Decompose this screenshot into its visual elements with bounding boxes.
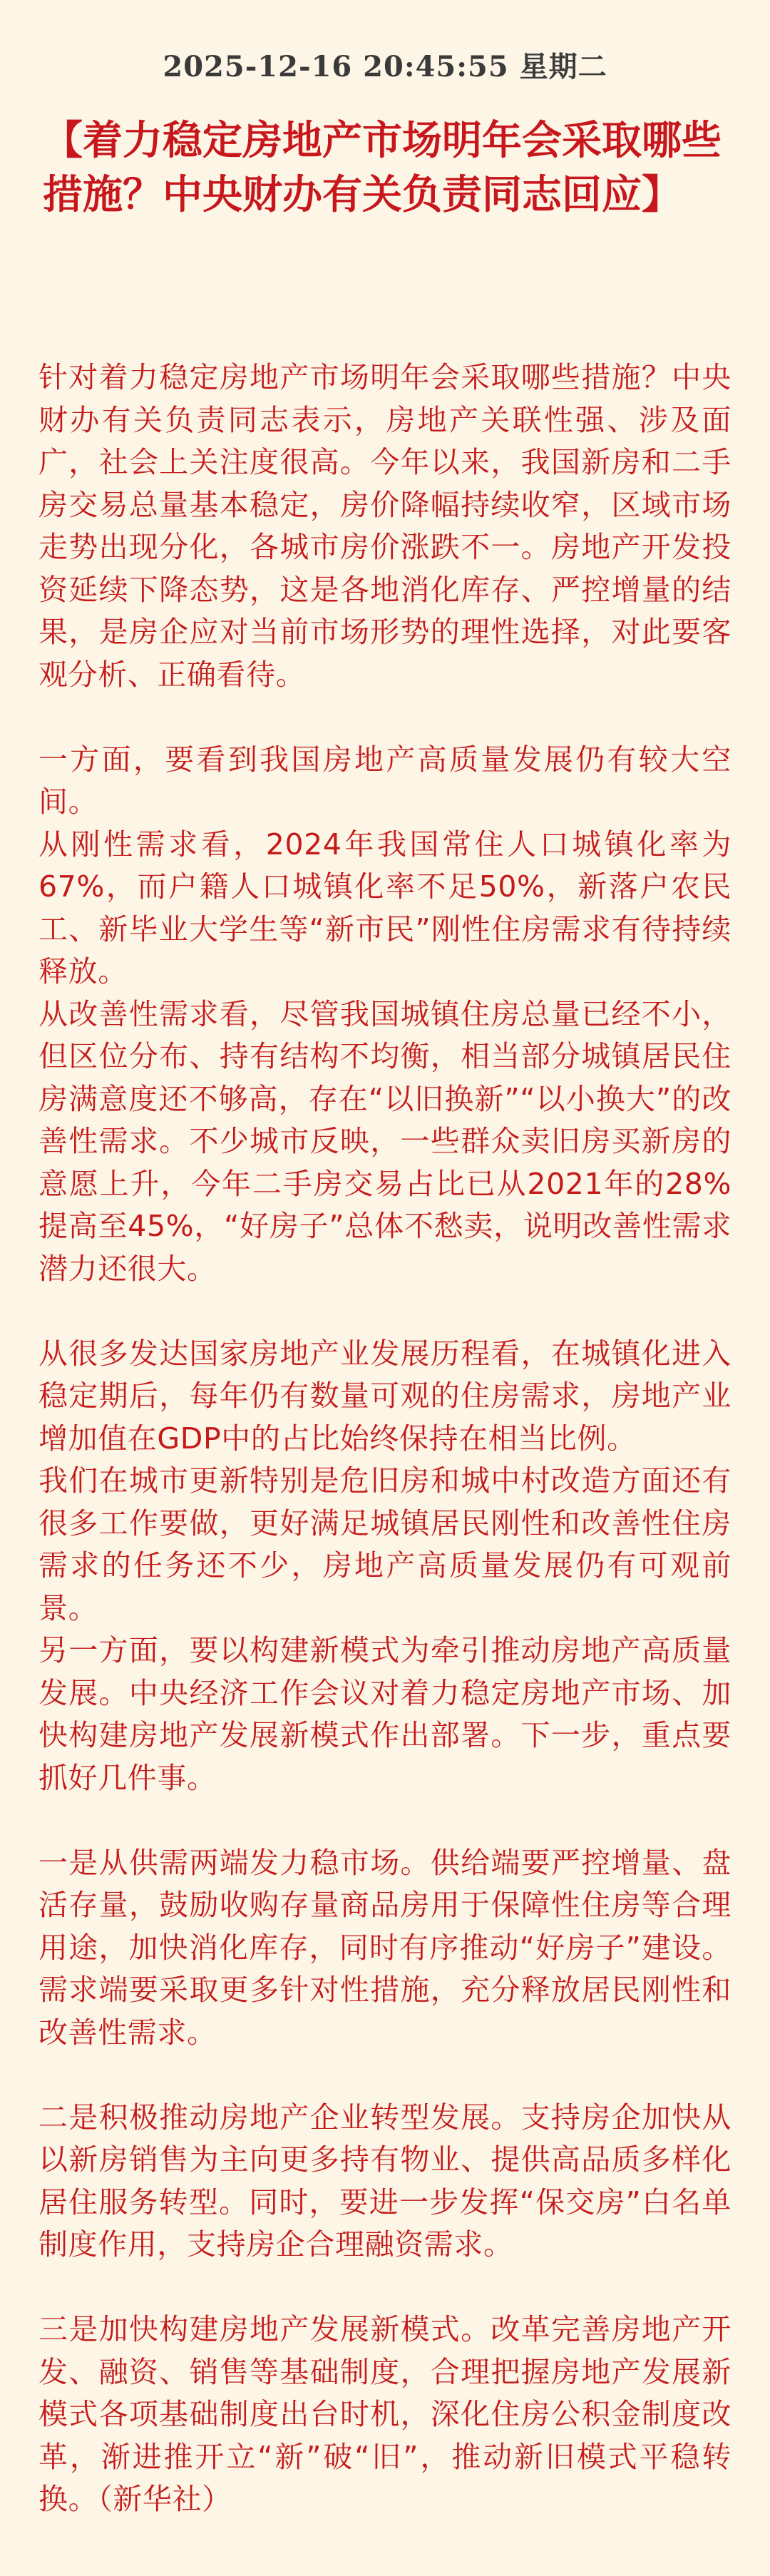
datetime-header: 2025-12-16 20:45:55 星期二 [163, 50, 607, 83]
article-paragraph: 从刚性需求看，2024年我国常住人口城镇化率为67%，而户籍人口城镇化率不足50%，新落户农民工、新毕业大学生等“新市民”刚性住房需求有待持续释放。 [38, 827, 732, 988]
article-body [38, 357, 732, 2521]
article-paragraph: 从改善性需求看，尽管我国城镇住房总量已经不小，但区位分布、持有结构不均衡，相当部分城镇居民住房满意度还不够高，存在“以旧换新”“以小换大”的改善性需求。不少城市反映，一些群众卖旧房买新房的意愿上升，今年二手房交易占比已从2021年的28%提高至45%，“好房子”总体不愁卖，说明改善性需求潜力还很大。 [38, 996, 732, 1286]
article-paragraph: 针对着力稳定房地产市场明年会采取哪些措施？中央财办有关负责同志表示，房地产关联性强、涉及面广，社会上关注度很高。今年以来，我国新房和二手房交易总量基本稳定，房价降幅持续收窄，区域市场走势出现分化，各城市房价涨跌不一。房地产开发投资延续下降态势，这是各地消化库存、严控增量的结果，是房企应对当前市场形势的理性选择，对此要客观分析、正确看待。 [38, 360, 732, 692]
article-paragraph: 另一方面，要以构建新模式为牵引推动房地产高质量发展。中央经济工作会议对着力稳定房地产市场、加快构建房地产发展新模式作出部署。下一步，重点要抓好几件事。 [38, 1633, 732, 1795]
article-paragraph: 我们在城市更新特别是危旧房和城中村改造方面还有很多工作要做，更好满足城镇居民刚性和改善性住房需求的任务还不少，房地产高质量发展仍有可观前景。 [38, 1463, 732, 1625]
article-paragraph: 三是加快构建房地产发展新模式。改革完善房地产开发、融资、销售等基础制度，合理把握房地产发展新模式各项基础制度出台时机，深化住房公积金制度改革，渐进推开立“新”破“旧”，推动新旧模式平稳转换。（新华社） [38, 2312, 732, 2516]
article-paragraph: 从很多发达国家房地产业发展历程看，在城镇化进入稳定期后，每年仍有数量可观的住房需求，房地产业增加值在GDP中的占比始终保持在相当比例。 [38, 1336, 732, 1456]
article-paragraph: 一是从供需两端发力稳市场。供给端要严控增量、盘活存量，鼓励收购存量商品房用于保障性住房等合理用途，加快消化库存，同时有序推动“好房子”建设。需求端要采取更多针对性措施，充分释放居民刚性和改善性需求。 [38, 1845, 732, 2050]
article-paragraph: 一方面，要看到我国房地产高质量发展仍有较大空间。 [38, 742, 732, 819]
article-paragraph: 二是积极推动房地产企业转型发展。支持房企加快从以新房销售为主向更多持有物业、提供高品质多样化居住服务转型。同时，要进一步发挥“保交房”白名单制度作用，支持房企合理融资需求。 [38, 2100, 732, 2261]
article-title: 【着力稳定房地产市场明年会采取哪些措施？中央财办有关负责同志回应】 [43, 118, 722, 218]
